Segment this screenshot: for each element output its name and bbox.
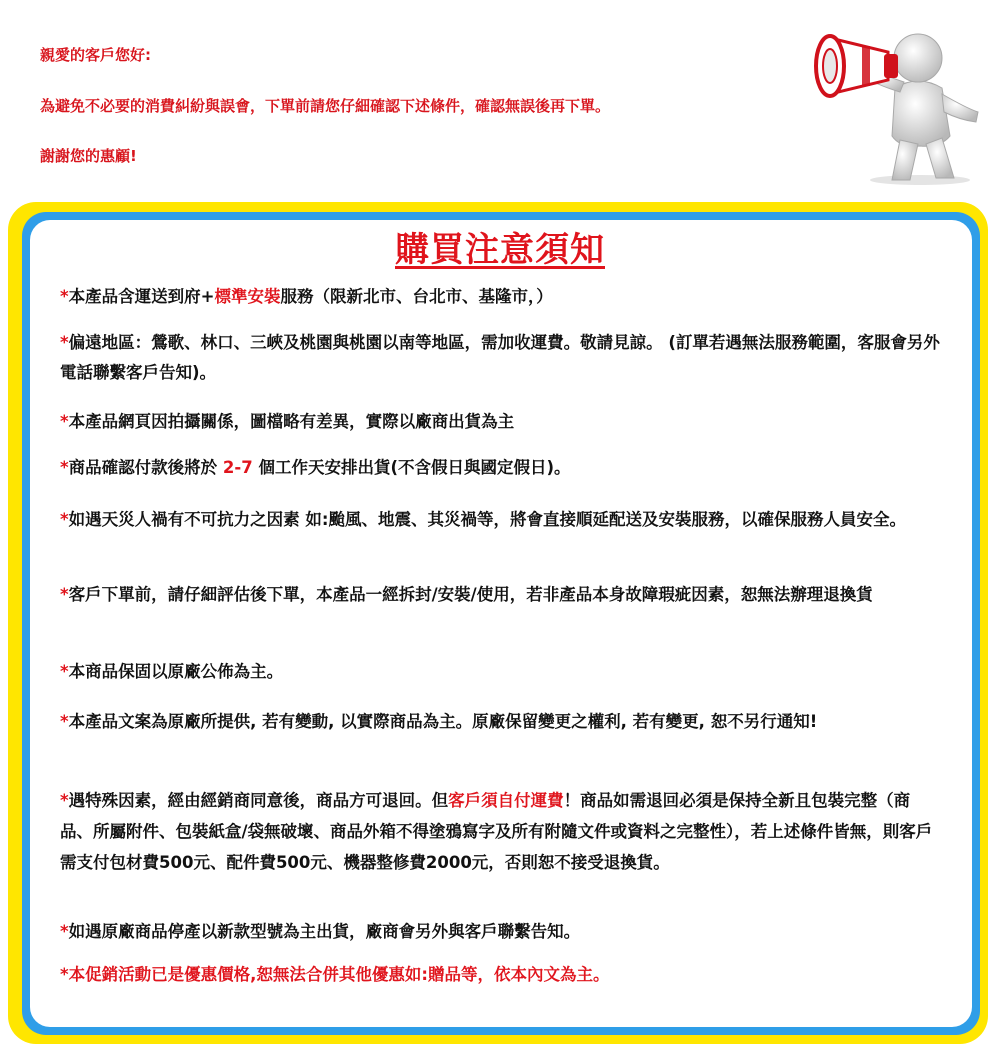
asterisk-icon: * <box>60 333 69 352</box>
asterisk-icon: * <box>60 412 69 431</box>
asterisk-icon: * <box>60 791 69 810</box>
asterisk-icon: * <box>60 510 69 529</box>
notice-item-6: *客戶下單前，請仔細評估後下單，本產品一經拆封/安裝/使用，若非產品本身故障瑕疵因素，恕無法辦理退換貨 <box>60 585 873 604</box>
notice-item-8: *本產品文案為原廠所提供, 若有變動, 以實際商品為主。原廠保留變更之權利, 若有變更, 恕不另行通知! <box>60 712 818 731</box>
asterisk-icon: * <box>60 965 69 984</box>
notice-item-7: *本商品保固以原廠公佈為主。 <box>60 662 284 681</box>
greeting-line-2: 為避免不必要的消費糾紛與誤會，下單前請您仔細確認下述條件，確認無誤後再下單。 <box>40 97 611 115</box>
notice-item-4: *商品確認付款後將於 2-7 個工作天安排出貨(不含假日與國定假日)。 <box>60 458 571 477</box>
asterisk-icon: * <box>60 287 69 306</box>
notice-item-5: *如遇天災人禍有不可抗力之因素 如:颱風、地震、其災禍等，將會直接順延配送及安裝服務，以確保服務人員安全。 <box>60 510 906 529</box>
greeting-line-3: 謝謝您的惠顧! <box>40 147 137 165</box>
person-with-megaphone-icon <box>800 8 995 188</box>
notice-item-9: *遇特殊因素，經由經銷商同意後，商品方可退回。但客戶須自付運費！商品如需退回必須是保持全新且包裝完整（商品、所屬附件、包裝紙盒/袋無破壞、商品外箱不得塗鴉寫字及所有附隨文件或資料之完整性），若上述條件皆無，則客戶需支付包材費500元、配件費500元、機器整修費2000元，否則恕不接受退換貨。 <box>60 791 933 872</box>
greeting-line-1: 親愛的客戶您好: <box>40 46 151 64</box>
notice-item-11: *本促銷活動已是優惠價格,恕無法合併其他優惠如:贈品等，依本內文為主。 <box>60 965 610 984</box>
asterisk-icon: * <box>60 458 69 477</box>
notice-item-3: *本產品網頁因拍攝關係，圖檔略有差異，實際以廠商出貨為主 <box>60 412 515 431</box>
notice-title: 購買注意須知 <box>395 230 605 270</box>
asterisk-icon: * <box>60 712 69 731</box>
notice-item-1: *本產品含運送到府+標準安裝服務（限新北市、台北市、基隆市，） <box>60 287 553 306</box>
asterisk-icon: * <box>60 662 69 681</box>
asterisk-icon: * <box>60 585 69 604</box>
notice-item-10: *如遇原廠商品停產以新款型號為主出貨，廠商會另外與客戶聯繫告知。 <box>60 922 581 941</box>
asterisk-icon: * <box>60 922 69 941</box>
notice-item-2: *偏遠地區：鶯歌、林口、三峽及桃園與桃園以南等地區，需加收運費。敬請見諒。 (訂單若遇無法服務範圍，客服會另外電話聯繫客戶告知)。 <box>60 333 940 382</box>
